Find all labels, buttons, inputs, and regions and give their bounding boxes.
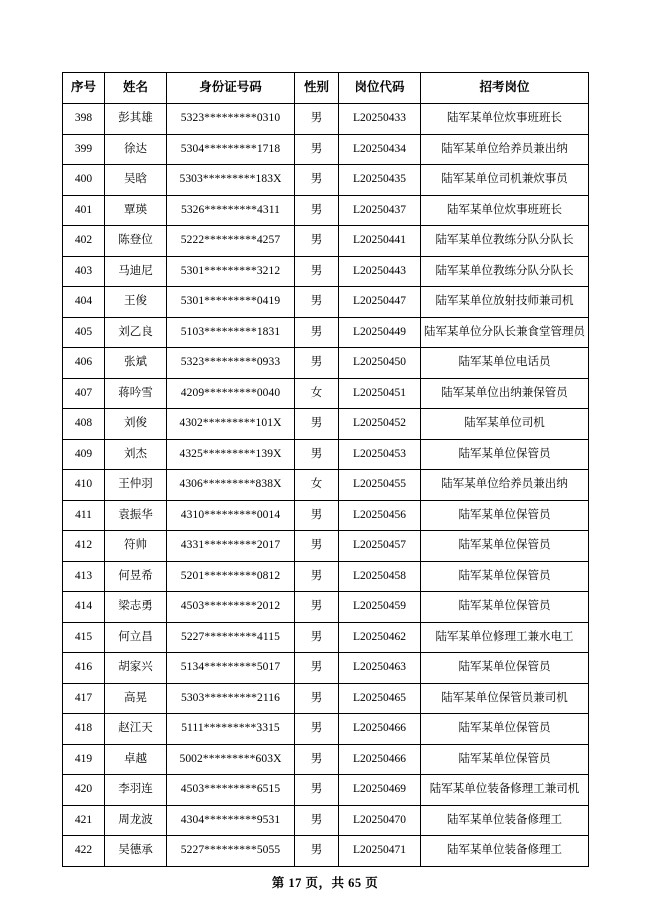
cell-seq: 399 [63,134,105,165]
cell-post: 陆军某单位保管员 [421,531,589,562]
column-header-post-code: 岗位代码 [339,73,421,104]
cell-post-code: L20250471 [339,836,421,867]
cell-name: 刘乙良 [105,317,167,348]
cell-post: 陆军某单位装备修理工 [421,836,589,867]
cell-id: 4331*********2017 [167,531,295,562]
cell-name: 李羽连 [105,775,167,806]
cell-gender: 男 [295,439,339,470]
applicant-roster-table [62,72,589,867]
cell-post-code: L20250470 [339,805,421,836]
cell-name: 胡家兴 [105,653,167,684]
cell-name: 袁振华 [105,500,167,531]
cell-id: 4503*********2012 [167,592,295,623]
cell-seq: 412 [63,531,105,562]
cell-name: 周龙波 [105,805,167,836]
table-row [63,622,589,653]
cell-id: 5303*********183X [167,165,295,196]
cell-seq: 416 [63,653,105,684]
cell-gender: 男 [295,500,339,531]
cell-seq: 418 [63,714,105,745]
cell-post-code: L20250457 [339,531,421,562]
cell-name: 赵江天 [105,714,167,745]
cell-id: 4302*********101X [167,409,295,440]
table-row [63,836,589,867]
cell-name: 王俊 [105,287,167,318]
cell-post-code: L20250455 [339,470,421,501]
table-row [63,287,589,318]
cell-seq: 419 [63,744,105,775]
cell-seq: 409 [63,439,105,470]
cell-name: 梁志勇 [105,592,167,623]
cell-gender: 女 [295,470,339,501]
table-header-row [63,73,589,104]
cell-seq: 398 [63,104,105,135]
cell-post: 陆军某单位给养员兼出纳 [421,470,589,501]
cell-name: 吴德承 [105,836,167,867]
table-row [63,805,589,836]
cell-seq: 407 [63,378,105,409]
table-row [63,165,589,196]
cell-gender: 男 [295,287,339,318]
cell-post: 陆军某单位保管员 [421,439,589,470]
cell-gender: 男 [295,134,339,165]
cell-seq: 410 [63,470,105,501]
cell-seq: 408 [63,409,105,440]
cell-seq: 422 [63,836,105,867]
cell-post-code: L20250456 [339,500,421,531]
cell-seq: 400 [63,165,105,196]
cell-post: 陆军某单位炊事班班长 [421,104,589,135]
cell-post: 陆军某单位教练分队分队长 [421,256,589,287]
table-header [63,73,589,104]
cell-gender: 男 [295,592,339,623]
cell-gender: 男 [295,653,339,684]
cell-seq: 406 [63,348,105,379]
cell-id: 4503*********6515 [167,775,295,806]
cell-seq: 401 [63,195,105,226]
table-row [63,470,589,501]
cell-seq: 411 [63,500,105,531]
cell-gender: 男 [295,256,339,287]
cell-id: 5301*********3212 [167,256,295,287]
cell-name: 徐达 [105,134,167,165]
cell-name: 何立昌 [105,622,167,653]
cell-post-code: L20250441 [339,226,421,257]
cell-post-code: L20250450 [339,348,421,379]
cell-gender: 男 [295,195,339,226]
table-row [63,317,589,348]
cell-gender: 女 [295,378,339,409]
table-row [63,134,589,165]
cell-post-code: L20250459 [339,592,421,623]
cell-post: 陆军某单位保管员 [421,744,589,775]
table-row [63,348,589,379]
cell-id: 5304*********1718 [167,134,295,165]
column-header-seq: 序号 [63,73,105,104]
cell-seq: 413 [63,561,105,592]
cell-post-code: L20250465 [339,683,421,714]
cell-id: 5002*********603X [167,744,295,775]
cell-post: 陆军某单位炊事班班长 [421,195,589,226]
cell-id: 4310*********0014 [167,500,295,531]
table-row [63,531,589,562]
cell-post: 陆军某单位保管员 [421,653,589,684]
cell-name: 陈登位 [105,226,167,257]
cell-post: 陆军某单位保管员 [421,561,589,592]
cell-post-code: L20250447 [339,287,421,318]
cell-name: 张斌 [105,348,167,379]
cell-id: 5301*********0419 [167,287,295,318]
cell-post-code: L20250437 [339,195,421,226]
table-row [63,775,589,806]
cell-seq: 403 [63,256,105,287]
cell-post-code: L20250466 [339,714,421,745]
cell-post: 陆军某单位保管员 [421,592,589,623]
cell-post: 陆军某单位司机 [421,409,589,440]
cell-post-code: L20250458 [339,561,421,592]
cell-name: 蒋吟雪 [105,378,167,409]
cell-id: 5326*********4311 [167,195,295,226]
cell-id: 4306*********838X [167,470,295,501]
column-header-gender: 性别 [295,73,339,104]
cell-name: 刘杰 [105,439,167,470]
cell-name: 高晃 [105,683,167,714]
cell-post-code: L20250451 [339,378,421,409]
page-footer: 第 17 页，共 65 页 [271,876,379,890]
table-row [63,714,589,745]
cell-id: 5227*********4115 [167,622,295,653]
cell-gender: 男 [295,683,339,714]
cell-id: 5227*********5055 [167,836,295,867]
table-row [63,683,589,714]
cell-name: 符帅 [105,531,167,562]
cell-post-code: L20250443 [339,256,421,287]
cell-post-code: L20250433 [339,104,421,135]
cell-gender: 男 [295,409,339,440]
cell-post: 陆军某单位保管员兼司机 [421,683,589,714]
cell-name: 覃瑛 [105,195,167,226]
cell-post: 陆军某单位保管员 [421,500,589,531]
cell-name: 卓越 [105,744,167,775]
table-row [63,378,589,409]
cell-id: 5134*********5017 [167,653,295,684]
cell-gender: 男 [295,805,339,836]
cell-post-code: L20250462 [339,622,421,653]
cell-post: 陆军某单位放射技师兼司机 [421,287,589,318]
cell-id: 5222*********4257 [167,226,295,257]
cell-post-code: L20250453 [339,439,421,470]
cell-gender: 男 [295,836,339,867]
cell-gender: 男 [295,622,339,653]
table-row [63,653,589,684]
table-row [63,104,589,135]
table-row [63,409,589,440]
cell-post: 陆军某单位分队长兼食堂管理员 [421,317,589,348]
column-header-post: 招考岗位 [421,73,589,104]
table-row [63,592,589,623]
cell-name: 何昱希 [105,561,167,592]
cell-post-code: L20250463 [339,653,421,684]
cell-gender: 男 [295,561,339,592]
column-header-id: 身份证号码 [167,73,295,104]
cell-post-code: L20250466 [339,744,421,775]
cell-seq: 417 [63,683,105,714]
cell-seq: 415 [63,622,105,653]
cell-post: 陆军某单位电话员 [421,348,589,379]
table-row [63,500,589,531]
cell-id: 5201*********0812 [167,561,295,592]
cell-id: 5103*********1831 [167,317,295,348]
cell-id: 5303*********2116 [167,683,295,714]
cell-post: 陆军某单位装备修理工 [421,805,589,836]
cell-post: 陆军某单位装备修理工兼司机 [421,775,589,806]
cell-gender: 男 [295,226,339,257]
cell-seq: 414 [63,592,105,623]
column-header-name: 姓名 [105,73,167,104]
cell-post-code: L20250469 [339,775,421,806]
cell-id: 4209*********0040 [167,378,295,409]
cell-post: 陆军某单位司机兼炊事员 [421,165,589,196]
cell-seq: 404 [63,287,105,318]
cell-id: 5323*********0310 [167,104,295,135]
cell-name: 王仲羽 [105,470,167,501]
table-row [63,561,589,592]
cell-post: 陆军某单位出纳兼保管员 [421,378,589,409]
cell-post-code: L20250452 [339,409,421,440]
cell-seq: 405 [63,317,105,348]
table-row [63,439,589,470]
table-body [63,104,589,867]
cell-post-code: L20250435 [339,165,421,196]
cell-name: 马迪尼 [105,256,167,287]
cell-gender: 男 [295,775,339,806]
cell-post-code: L20250449 [339,317,421,348]
cell-name: 吴晗 [105,165,167,196]
cell-post-code: L20250434 [339,134,421,165]
cell-id: 5323*********0933 [167,348,295,379]
cell-name: 刘俊 [105,409,167,440]
table-row [63,195,589,226]
cell-post: 陆军某单位保管员 [421,714,589,745]
cell-gender: 男 [295,317,339,348]
cell-seq: 420 [63,775,105,806]
cell-post: 陆军某单位教练分队分队长 [421,226,589,257]
cell-post: 陆军某单位修理工兼水电工 [421,622,589,653]
cell-seq: 402 [63,226,105,257]
cell-gender: 男 [295,348,339,379]
cell-id: 4304*********9531 [167,805,295,836]
cell-gender: 男 [295,104,339,135]
table-row [63,256,589,287]
cell-seq: 421 [63,805,105,836]
cell-id: 5111*********3315 [167,714,295,745]
cell-gender: 男 [295,744,339,775]
table-row [63,744,589,775]
cell-name: 彭其雄 [105,104,167,135]
cell-id: 4325*********139X [167,439,295,470]
cell-gender: 男 [295,165,339,196]
cell-gender: 男 [295,531,339,562]
cell-post: 陆军某单位给养员兼出纳 [421,134,589,165]
cell-gender: 男 [295,714,339,745]
table-row [63,226,589,257]
